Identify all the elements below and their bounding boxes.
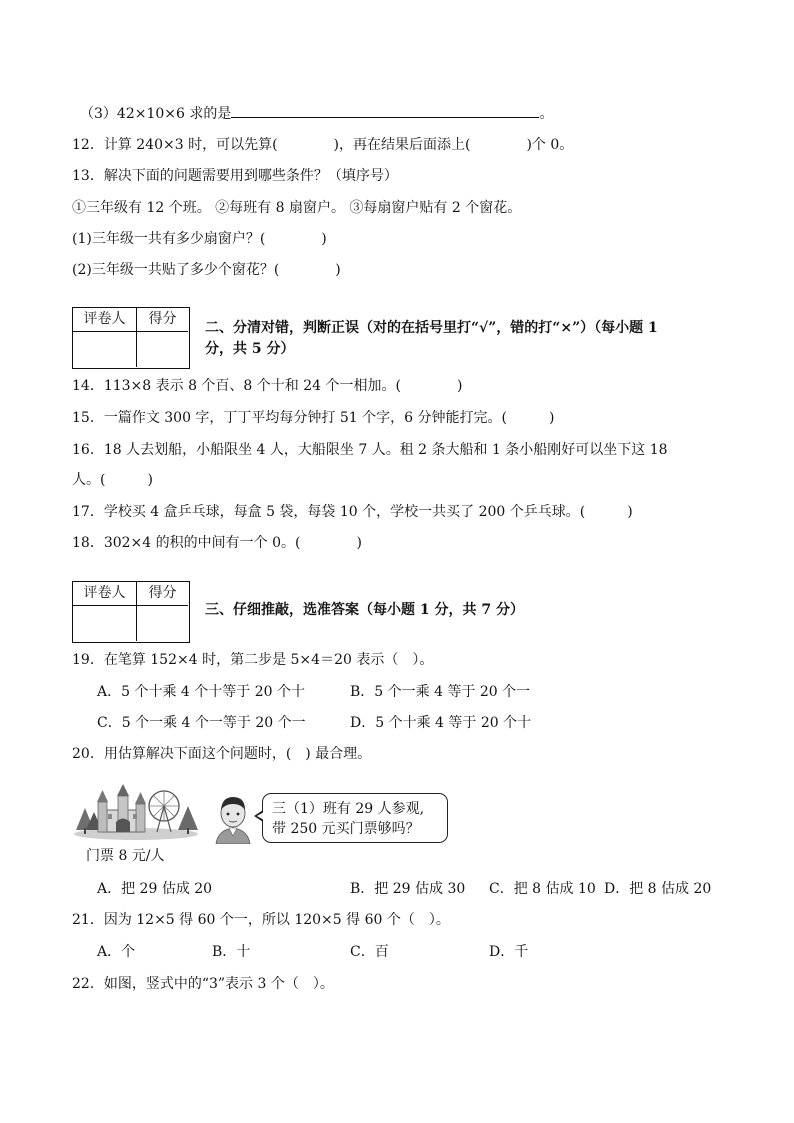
question-11-3-text: （3）42×10×6 求的是 xyxy=(80,106,232,122)
question-20-stem: 20．用估算解决下面这个问题时，( ) 最合理。 xyxy=(72,746,372,762)
question-12: 12．计算 240×3 时，可以先算( )，再在结果后面添上( )个 0。 xyxy=(72,137,574,153)
amusement-park-illustration xyxy=(72,782,200,840)
question-13-conditions: ①三年级有 12 个班。 ②每班有 8 扇窗户。 ③每扇窗户贴有 2 个窗花。 xyxy=(72,200,522,216)
question-19-stem: 19．在笔算 152×4 时，第二步是 5×4＝20 表示（ ）。 xyxy=(72,652,434,668)
score-box-score-cell[interactable] xyxy=(137,332,188,367)
question-15: 15．一篇作文 300 字，丁丁平均每分钟打 51 个字，6 分钟能打完。( ) xyxy=(72,410,555,426)
question-16-line2: 人。( ) xyxy=(72,472,153,488)
question-16-line1: 16．18 人去划船，小船限坐 4 人，大船限坐 7 人。租 2 条大船和 1 条小船刚好可以坐下这 18 xyxy=(72,442,668,458)
speech-bubble xyxy=(262,793,448,843)
question-20-option-d[interactable]: D．把 8 估成 20 xyxy=(604,881,712,897)
speech-bubble-line2: 带 250 元买门票够吗？ xyxy=(272,821,420,837)
question-21-option-d[interactable]: D．千 xyxy=(489,944,529,960)
speech-bubble-line1: 三（1）班有 29 人参观, xyxy=(272,801,425,817)
question-22-stem: 22．如图，竖式中的“3”表示 3 个（ ）。 xyxy=(72,976,334,992)
question-13-title: 13．解决下面的问题需要用到哪些条件？（填序号） xyxy=(72,168,398,184)
question-20-option-a[interactable]: A．把 29 估成 20 xyxy=(97,881,213,897)
question-20-option-b[interactable]: B．把 29 估成 30 xyxy=(350,881,466,897)
question-21-option-b[interactable]: B．十 xyxy=(212,944,251,960)
question-11-3 xyxy=(80,103,553,124)
score-box-section-2 xyxy=(72,307,190,369)
question-21-stem: 21．因为 12×5 得 60 个一，所以 120×5 得 60 个（ ）。 xyxy=(72,912,450,928)
question-19-option-d[interactable]: D．5 个十乘 4 等于 20 个十 xyxy=(350,715,532,731)
score-box-header-grader: 评卷人 xyxy=(73,582,137,606)
question-21-option-c[interactable]: C．百 xyxy=(350,944,389,960)
section-3-title: 三、仔细推敲，选准答案（每小题 1 分，共 7 分） xyxy=(205,602,524,618)
boy-avatar-icon xyxy=(212,792,254,844)
score-box-header-score: 得分 xyxy=(137,308,188,332)
score-box-score-cell[interactable] xyxy=(137,606,188,641)
question-13-sub2: (2)三年级一共贴了多少个窗花？( ) xyxy=(72,262,341,278)
answer-blank-line[interactable] xyxy=(231,103,539,118)
question-11-3-end: 。 xyxy=(539,106,554,122)
speech-bubble-tail-inner xyxy=(257,812,264,820)
ticket-price-label: 门票 8 元/人 xyxy=(86,848,165,864)
question-18: 18．302×4 的积的中间有一个 0。( ) xyxy=(72,535,362,551)
section-2-title-line2: 分，共 5 分） xyxy=(205,341,295,357)
question-19-option-a[interactable]: A．5 个十乘 4 个十等于 20 个十 xyxy=(97,684,305,700)
score-box-grader-cell[interactable] xyxy=(73,332,137,367)
question-20-option-c[interactable]: C．把 8 估成 10 xyxy=(489,881,596,897)
question-17: 17．学校买 4 盒乒乓球，每盒 5 袋，每袋 10 个，学校一共买了 200 个乒乓球。( ) xyxy=(72,504,633,520)
question-19-option-c[interactable]: C．5 个一乘 4 个一等于 20 个一 xyxy=(97,715,306,731)
question-19-option-b[interactable]: B．5 个一乘 4 等于 20 个一 xyxy=(350,684,531,700)
score-box-grader-cell[interactable] xyxy=(73,606,137,641)
section-2-title-line1: 二、分清对错，判断正误（对的在括号里打“√”，错的打“×”）（每小题 1 xyxy=(205,320,658,336)
score-box-header-grader: 评卷人 xyxy=(73,308,137,332)
question-13-sub1: (1)三年级一共有多少扇窗户？( ) xyxy=(72,231,327,247)
question-21-option-a[interactable]: A．个 xyxy=(97,944,136,960)
question-14: 14．113×8 表示 8 个百、8 个十和 24 个一相加。( ) xyxy=(72,378,463,394)
score-box-section-3 xyxy=(72,581,190,643)
score-box-header-score: 得分 xyxy=(137,582,188,606)
